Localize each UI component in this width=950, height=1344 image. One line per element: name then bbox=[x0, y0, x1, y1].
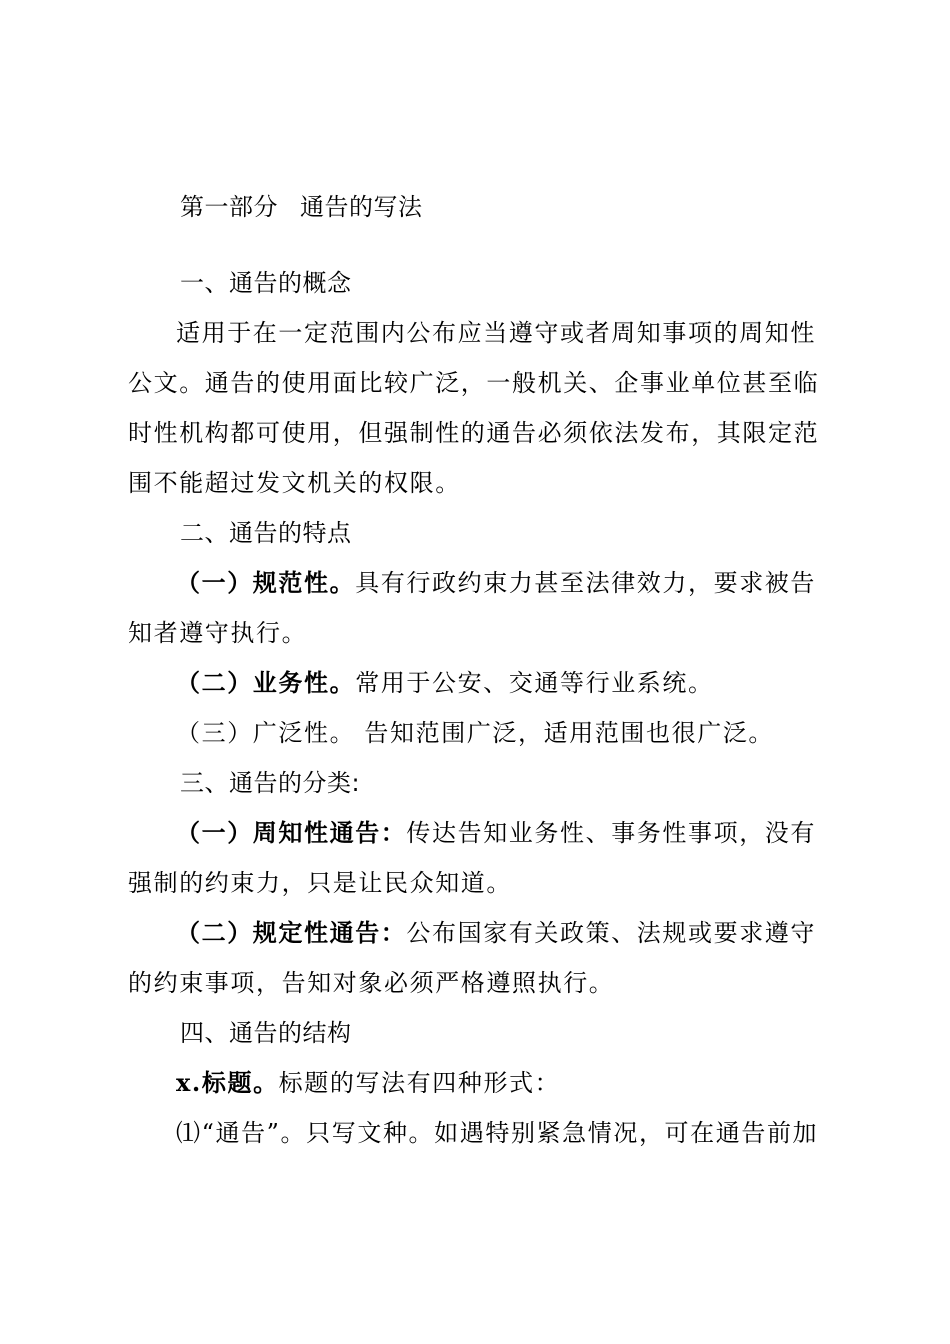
concept-line-4: 围不能超过发文机关的权限。 bbox=[128, 469, 461, 497]
structure-title-label: x.标题。 bbox=[176, 1068, 279, 1097]
type-item-1-continuation: 强制的约束力，只是让民众知道。 bbox=[128, 869, 512, 897]
type-item-2-text: 公布国家有关政策、法规或要求遵守 bbox=[406, 919, 817, 947]
part-title bbox=[180, 190, 830, 224]
section-heading-structure: 四、通告的结构 bbox=[180, 1019, 352, 1047]
section-heading-types: 三、通告的分类: bbox=[180, 769, 361, 797]
concept-line-1: 适用于在一定范围内公布应当遵守或者周知事项的周知性 bbox=[176, 319, 816, 347]
part-title-text: 通告的写法 bbox=[300, 193, 423, 221]
part-label: 第一部分 bbox=[180, 193, 278, 221]
structure-title-item bbox=[176, 1066, 828, 1100]
feature-item-3-label: （三）广泛性。 bbox=[176, 719, 356, 747]
form-1-text: “通告”。只写文种。如遇特别紧急情况，可在通告前加 bbox=[201, 1119, 819, 1147]
feature-item-2-label: （二）业务性。 bbox=[176, 668, 356, 697]
structure-title-text: 标题的写法有四种形式： bbox=[278, 1069, 561, 1097]
concept-line-3: 时性机构都可使用，但强制性的通告必须依法发布，其限定范 bbox=[128, 419, 820, 447]
feature-item-1 bbox=[176, 566, 828, 600]
type-item-1-text: 传达告知业务性、事务性事项，没有 bbox=[406, 819, 817, 847]
type-item-2-continuation: 的约束事项，告知对象必须严格遵照执行。 bbox=[128, 969, 615, 997]
feature-item-3-text: 告知范围广泛，适用范围也很广泛。 bbox=[355, 719, 775, 747]
feature-item-1-label: （一）规范性。 bbox=[176, 568, 356, 597]
type-item-1-label: （一）周知性通告： bbox=[176, 818, 407, 847]
concept-line-2: 公文。通告的使用面比较广泛，一般机关、企事业单位甚至临 bbox=[128, 369, 820, 397]
structure-form-1 bbox=[176, 1116, 828, 1150]
form-1-marker: ⑴ bbox=[176, 1119, 202, 1147]
section-heading-concept: 一、通告的概念 bbox=[180, 269, 352, 297]
feature-item-2 bbox=[176, 666, 828, 700]
feature-item-1-text: 具有行政约束力甚至法律效力，要求被告 bbox=[355, 569, 817, 597]
section-heading-features: 二、通告的特点 bbox=[180, 519, 352, 547]
feature-item-1-continuation: 知者遵守执行。 bbox=[128, 619, 308, 647]
type-item-2-label: （二）规定性通告： bbox=[176, 918, 407, 947]
feature-item-2-text: 常用于公安、交通等行业系统。 bbox=[355, 669, 714, 697]
type-item-1 bbox=[176, 816, 828, 850]
feature-item-3 bbox=[176, 716, 828, 750]
type-item-2 bbox=[176, 916, 828, 950]
